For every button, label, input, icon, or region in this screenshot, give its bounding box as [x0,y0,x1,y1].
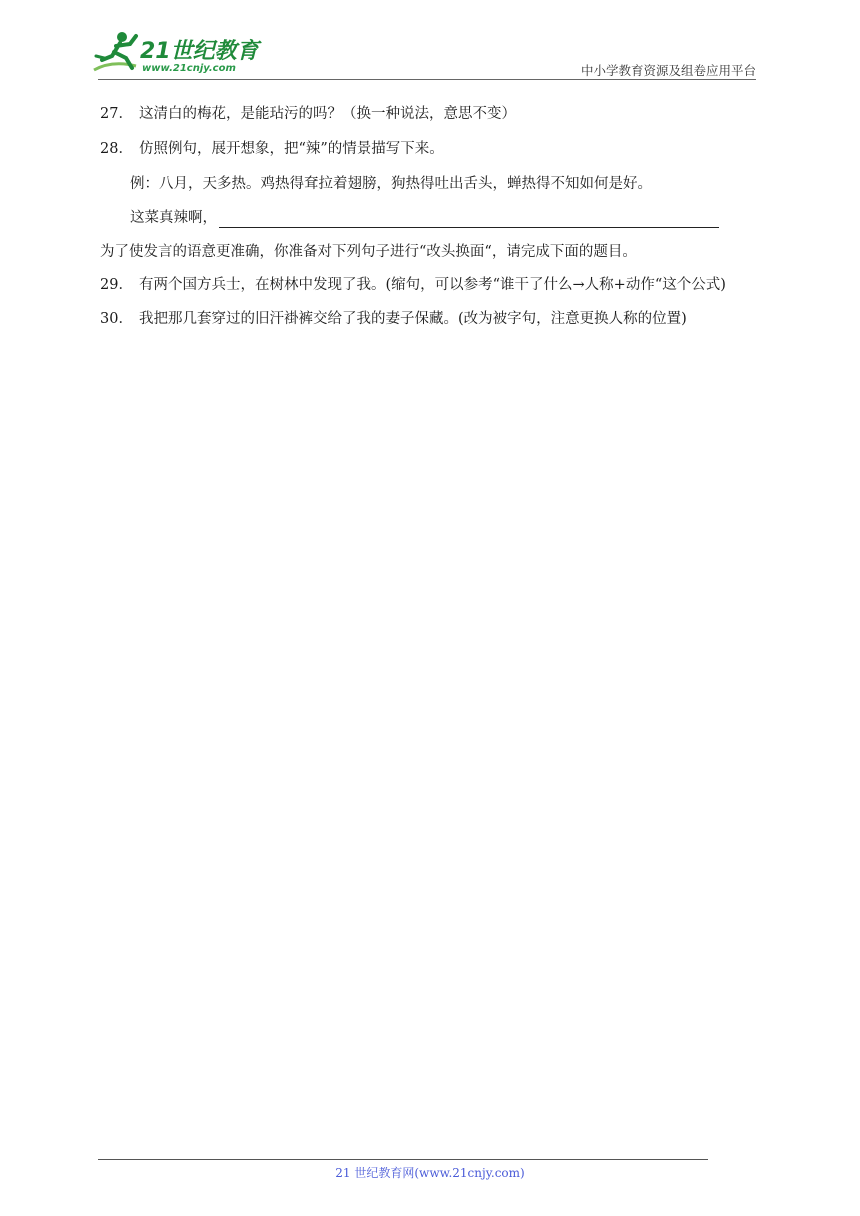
platform-title: 中小学教育资源及组卷应用平台 [580,63,756,78]
logo-url: www.21cnjy.com [142,63,236,74]
question-30 [100,309,687,329]
section-intro: 为了使发言的语意更准确，你准备对下列句子进行“改头换面“，请完成下面的题目。 [100,244,637,260]
question-27 [100,104,516,124]
answer-line [130,208,719,228]
question-number: 30． [100,311,133,327]
answer-prompt: 这菜真辣啊， [130,210,217,226]
answer-blank[interactable] [219,213,719,228]
footer-divider [98,1159,708,1160]
example-sentence: 例：八月，天多热。鸡热得耷拉着翅膀，狗热得吐出舌头，蝉热得不知如何是好。 [130,176,652,192]
question-number: 27． [100,106,133,122]
question-text: 这清白的梅花，是能玷污的吗？（换一种说法，意思不变） [138,106,516,122]
question-29 [100,275,726,295]
question-text: 我把那几套穿过的旧汗褂裤交给了我的妻子保藏。(改为被字句，注意更换人称的位置) [138,311,687,327]
question-number: 29． [100,277,133,293]
runner-logo-icon [92,30,142,76]
question-text: 有两个国方兵士，在树林中发现了我。(缩句，可以参考“谁干了什么→人称+动作“这个公式) [138,277,726,293]
question-text: 仿照例句，展开想象，把“辣”的情景描写下来。 [138,141,444,157]
question-28 [100,139,444,159]
footer-text: 21 世纪教育网(www.21cnjy.com) [335,1166,525,1180]
question-number: 28． [100,141,133,157]
header-divider [98,79,756,80]
logo [92,30,262,78]
page-header [0,0,860,90]
logo-text: 21世纪教育 [140,39,259,64]
